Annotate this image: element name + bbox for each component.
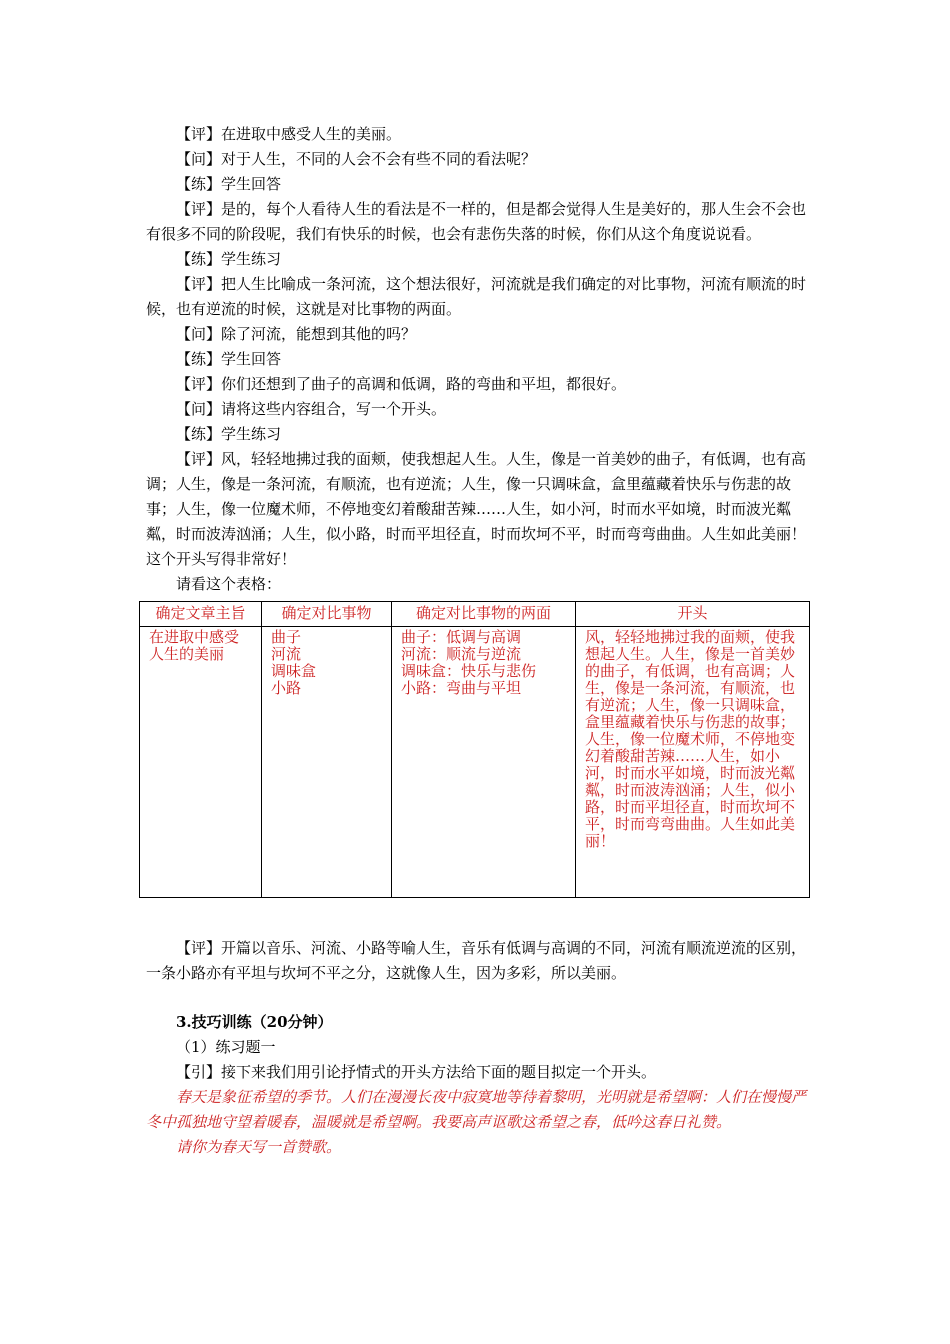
table-header-cell: 开头 bbox=[576, 602, 810, 627]
comment-line: 【评】你们还想到了曲子的高调和低调，路的弯曲和平坦，都很好。 bbox=[176, 375, 627, 393]
practice-line: 【练】学生练习 bbox=[176, 425, 282, 443]
question-line: 【问】对于人生，不同的人会不会有些不同的看法呢？ bbox=[176, 150, 537, 168]
table-header-cell: 确定对比事物的两面 bbox=[392, 602, 576, 627]
comment-paragraph: 【评】是的，每个人看待人生的看法是不一样的，但是都会觉得人生是美好的，那人生会不会也有很多不同的阶段呢，我们有快乐的时候，也会有悲伤失落的时候，你们从这个角度说说看。 bbox=[146, 200, 807, 243]
two-sides-item: 曲子：低调与高调 bbox=[401, 628, 522, 646]
question-line: 【问】请将这些内容组合，写一个开头。 bbox=[176, 400, 447, 418]
two-sides-item: 调味盒：快乐与悲伤 bbox=[401, 662, 537, 680]
contrast-item: 调味盒 bbox=[271, 662, 317, 680]
document-body bbox=[146, 122, 810, 1160]
theme-cell: 在进取中感受人生的美丽 bbox=[140, 627, 262, 898]
sample-opening-paragraph: 【评】风，轻轻地拂过我的面颊，使我想起人生。人生，像是一首美妙的曲子，有低调，也有高调；人生，像是一条河流，有顺流，也有逆流；人生，像一只调味盒，盒里蕴藏着快乐与伤悲的故事；人生，像一位魔术师，不停地变幻着酸甜苦辣……人生，如小河，时而水平如境，时而波光粼粼，时而波涛汹涌；人生，似小路，时而平坦径直，时而坎坷不平，时而弯弯曲曲。人生如此美丽！这个开头写得非常好！ bbox=[146, 450, 807, 568]
two-sides-item: 河流：顺流与逆流 bbox=[401, 645, 522, 663]
practice-line: 【练】学生练习 bbox=[176, 250, 282, 268]
two-sides-item: 小路：弯曲与平坦 bbox=[401, 679, 522, 697]
table-header-row bbox=[140, 602, 810, 627]
task-line: 请你为春天写一首赞歌。 bbox=[176, 1138, 342, 1156]
contrast-item: 曲子 bbox=[271, 628, 302, 646]
practice-line: 【练】学生回答 bbox=[176, 350, 282, 368]
comment-line: 【评】在进取中感受人生的美丽。 bbox=[176, 125, 402, 143]
contrast-items-cell bbox=[262, 627, 392, 898]
quote-paragraph: 春天是象征希望的季节。人们在漫漫长夜中寂寞地等待着黎明，光明就是希望啊：人们在慢慢严冬中孤独地守望着暖春，温暖就是希望啊。我要高声讴歌这希望之春，低吟这春日礼赞。 bbox=[146, 1088, 807, 1131]
two-sides-cell bbox=[392, 627, 576, 898]
contrast-item: 小路 bbox=[271, 679, 302, 697]
table-row bbox=[140, 627, 810, 898]
practice-line: 【练】学生回答 bbox=[176, 175, 282, 193]
table-header-cell: 确定文章主旨 bbox=[140, 602, 262, 627]
table-header-cell: 确定对比事物 bbox=[262, 602, 392, 627]
comparison-table bbox=[139, 601, 810, 898]
exercise-label: （1）练习题一 bbox=[176, 1038, 276, 1056]
table-intro: 请看这个表格： bbox=[176, 575, 282, 593]
intro-line: 【引】接下来我们用引论抒情式的开头方法给下面的题目拟定一个开头。 bbox=[176, 1063, 657, 1081]
opening-cell: 风，轻轻地拂过我的面颊，使我想起人生。人生，像是一首美妙的曲子，有低调，也有高调；人生，像是一条河流，有顺流，也有逆流；人生，像一只调味盒，盒里蕴藏着快乐与伤悲的故事；人生，像一位魔术师，不停地变幻着酸甜苦辣……人生，如小河，时而水平如境，时而波光粼粼，时而波涛汹涌；人生，似小路，时而平坦径直，时而坎坷不平，时而弯弯曲曲。人生如此美丽！ bbox=[576, 627, 810, 898]
contrast-item: 河流 bbox=[271, 645, 302, 663]
comment-paragraph: 【评】把人生比喻成一条河流，这个想法很好，河流就是我们确定的对比事物，河流有顺流的时候，也有逆流的时候，这就是对比事物的两面。 bbox=[146, 275, 807, 318]
comment-paragraph: 【评】开篇以音乐、河流、小路等喻人生，音乐有低调与高调的不同，河流有顺流逆流的区别，一条小路亦有平坦与坎坷不平之分，这就像人生，因为多彩，所以美丽。 bbox=[146, 939, 807, 982]
question-line: 【问】除了河流，能想到其他的吗？ bbox=[176, 325, 417, 343]
section-title: 3.技巧训练（20分钟） bbox=[176, 1013, 333, 1031]
